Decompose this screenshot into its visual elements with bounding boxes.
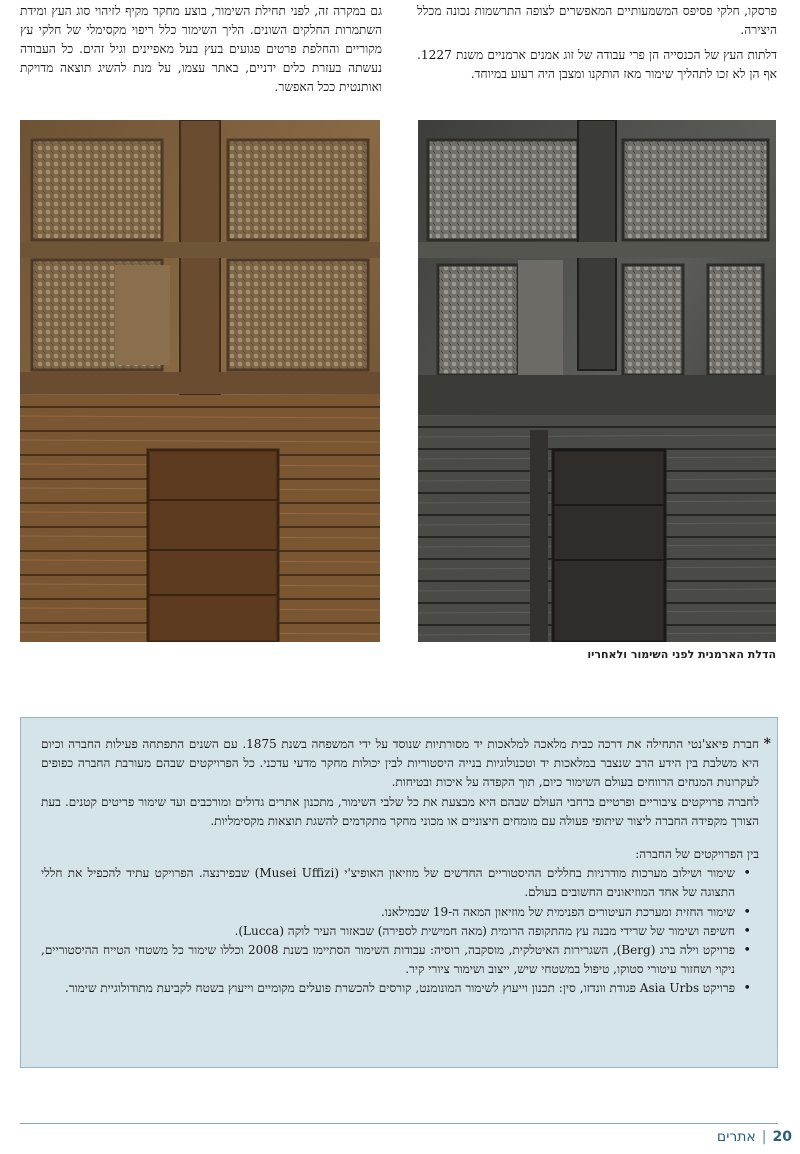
footnote-star: *: [763, 736, 771, 752]
footer-divider: [20, 1123, 778, 1124]
photo-caption: הדלת הארמנית לפני השימור ולאחריו: [587, 648, 776, 661]
door-after-restoration-photo: [20, 120, 380, 642]
door-after-image: [20, 120, 380, 642]
door-before-image: [418, 120, 776, 642]
list-item: • חשיפה ושימור של שרידי מבנה עץ מהתקופה הרומית (מאה חמישית לספירה) שבאזור העיר לוקה (Lucca).: [41, 922, 735, 941]
projects-heading: בין הפרויקטים של החברה:: [635, 847, 759, 862]
publication-name: אתרים: [716, 1129, 756, 1145]
company-intro-paragraph: לחברה פרויקטים ציבוריים ופרטיים ברחבי העולם שבהם היא מבצעת את כל שלבי השימור, מתכנון אתרים גדולים ומורכבים ועד שימור פריטים קטנים. בעת הצורך מקפידה החברה ליצור שיתופי פעולה עם מומחים חיצוניים או מכוני מחקר מתקדמים להשגת תוצאות מקסימליות.: [41, 794, 759, 828]
list-item: • פרויקט Asia Urbs פגודת וונדזו, סין: תכנון וייעוץ לשימור המונומנט, קורסים להכשרת פועלים מקומיים וייעוץ בשטח לקביעת מתודולוגיית שימור.: [41, 979, 735, 998]
text-column-left: [20, 2, 382, 103]
list-item: • שימור ושילוב מערכות מודרניות בחללים ההיסטוריים החדשים של מוזיאון האופיצ'י (Musei Uffizi) שבפירנצה. הפרויקט עתיד להכפיל את חללי התצוגה של אחד המוזיאונים החשובים בעולם.: [41, 864, 735, 902]
door-before-restoration-photo: [418, 120, 776, 642]
paragraph: גם במקרה זה, לפני תחילת השימור, בוצע מחקר מקיף לזיהוי סוג העץ ומידת השתמרות החלקים השונים. הליך השימור כלל ריפוי מקסימלי של חלקי עץ מקוריים והחלפת פרטים פגועים בעץ בעל מאפיינים וגיל זהים. כל העבודה נעשתה בעזרת כלים ידניים, באתר עצמו, על מנת להשיג תוצאה מדויקת ואותנטית ככל האפשר.: [20, 4, 382, 94]
company-info-content: [41, 735, 771, 999]
company-info-box: [20, 717, 778, 1068]
list-item: • שימור החזית ומערכת העיטורים הפנימית של מוזיאון המאה ה-19 שבמילאנו.: [41, 903, 735, 922]
paragraph: פרסקו, חלקי פסיפס המשמעותיים המאפשרים לצופה התרשמות נכונה מכלל היצירה.: [417, 4, 777, 37]
page-number: 20: [772, 1129, 792, 1145]
page-footer: [717, 1129, 792, 1145]
list-item: • פרויקט וילה ברג (Berg), השגרירות האיטלקית, מוסקבה, רוסיה: עבודות השימור הסתיימו בשנת 2008 וכללו שימור כל משטחי הטייח ההיסטוריים, ניקוי ושחזור עיטורי סטוקו, טיפול במשטחי שיש, ייצוב ושימור ציורי קיר.: [41, 941, 735, 979]
footer-separator: |: [761, 1129, 767, 1145]
company-intro-paragraph: חברת פיאצ'נטי התחילה את דרכה כבית מלאכה למלאכות יד מסורתיות שנוסד על ידי המשפחה בשנת 1875. עם השנים התפתחה פעילות החברה וכיום היא משלבת בין הידע הרב שנצבר במלאכות יד וטכנולוגיות בנייה היסטוריות לבין יכולות מחקר מדעי עדכני. כל הפרויקטים שבהם מעורבת החברה כפופים לעקרונות המנחים הרווחים בעולם השימור כיום, תוך הקפדה על איכות ובטיחות.: [41, 737, 760, 790]
projects-list: [41, 864, 759, 998]
paragraph: דלתות העץ של הכנסייה הן פרי עבודה של זוג אמנים ארמניים משנת 1227. אף הן לא זכו לתהליך שימור מאז הותקנו ומצבן היה רעוע במיוחד.: [417, 48, 777, 81]
text-column-right: [417, 2, 777, 90]
